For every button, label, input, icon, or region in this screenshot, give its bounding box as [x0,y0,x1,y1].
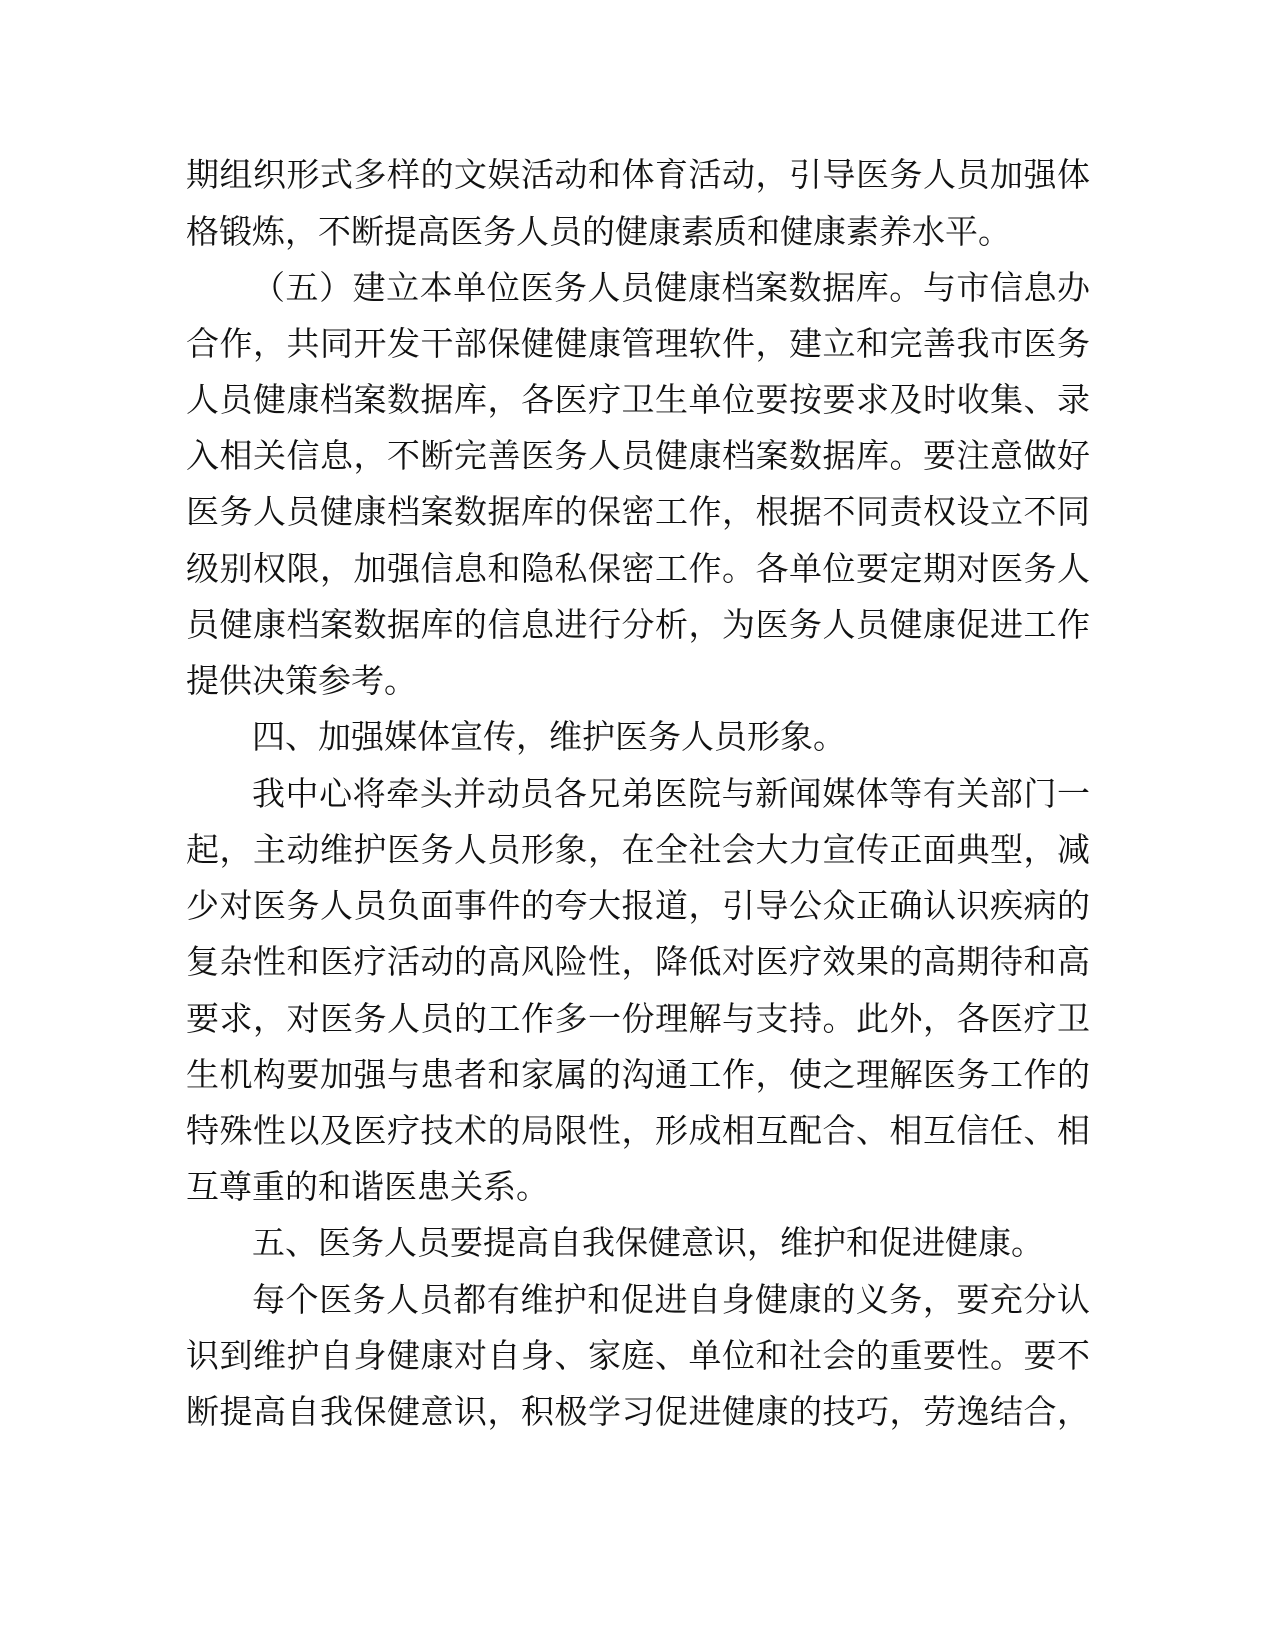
text-line-13: 起，主动维护医务人员形象，在全社会大力宣传正面典型，减 [186,830,1090,869]
text-line-10: 提供决策参考。 [186,661,417,700]
section-heading-5: （五）建立本单位医务人员健康档案数据库。与市信息办 [252,268,1090,307]
text-line-15: 复杂性和医疗活动的高风险性，降低对医疗效果的高期待和高 [186,942,1090,981]
text-line-21: 每个医务人员都有维护和促进自身健康的义务，要充分认 [252,1280,1090,1319]
text-line-6: 入相关信息，不断完善医务人员健康档案数据库。要注意做好 [186,436,1090,475]
text-line-2: 格锻炼，不断提高医务人员的健康素质和健康素养水平。 [186,212,1011,251]
text-line-12: 我中心将牵头并动员各兄弟医院与新闻媒体等有关部门一 [252,774,1090,813]
text-line-4: 合作，共同开发干部保健健康管理软件，建立和完善我市医务 [186,324,1090,363]
text-line-23: 断提高自我保健意识，积极学习促进健康的技巧，劳逸结合， [186,1392,1090,1431]
text-line-17: 生机构要加强与患者和家属的沟通工作，使之理解医务工作的 [186,1055,1090,1094]
text-line-19: 互尊重的和谐医患关系。 [186,1167,549,1206]
text-line-8: 级别权限，加强信息和隐私保密工作。各单位要定期对医务人 [186,549,1090,588]
text-line-14: 少对医务人员负面事件的夸大报道，引导公众正确认识疾病的 [186,886,1090,925]
section-heading-four: 四、加强媒体宣传，维护医务人员形象。 [252,717,846,756]
text-line-5: 人员健康档案数据库，各医疗卫生单位要按要求及时收集、录 [186,380,1090,419]
text-line-16: 要求，对医务人员的工作多一份理解与支持。此外，各医疗卫 [186,999,1090,1038]
text-line-22: 识到维护自身健康对自身、家庭、单位和社会的重要性。要不 [186,1336,1090,1375]
text-line-9: 员健康档案数据库的信息进行分析，为医务人员健康促进工作 [186,605,1090,644]
section-heading-five: 五、医务人员要提高自我保健意识，维护和促进健康。 [252,1223,1044,1262]
text-line-18: 特殊性以及医疗技术的局限性，形成相互配合、相互信任、相 [186,1111,1090,1150]
text-line-7: 医务人员健康档案数据库的保密工作，根据不同责权设立不同 [186,492,1090,531]
text-line-1: 期组织形式多样的文娱活动和体育活动，引导医务人员加强体 [186,155,1090,194]
